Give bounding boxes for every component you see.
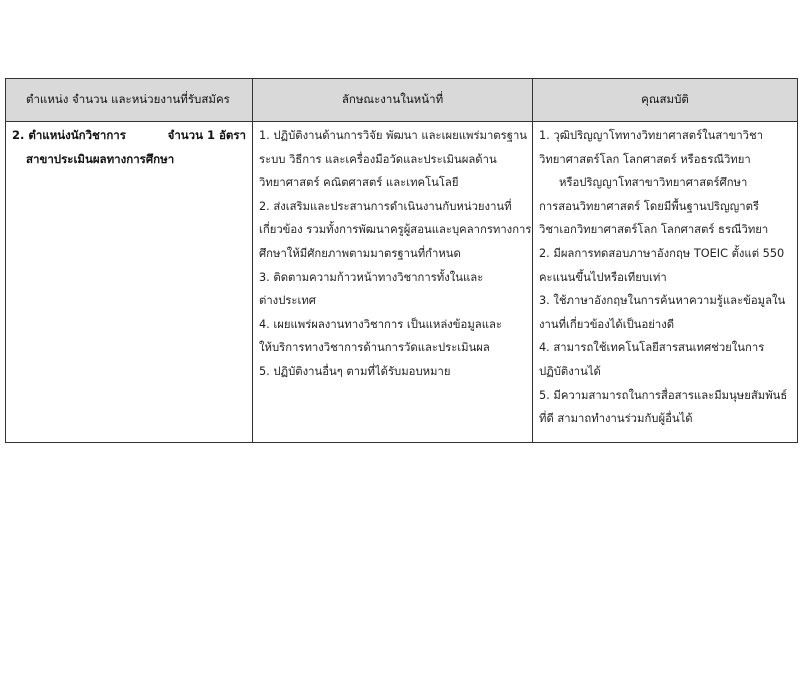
position-count: จำนวน 1 อัตรา xyxy=(167,128,246,142)
qualification-line: หรือปริญญาโทสาขาวิทยาศาสตร์ศึกษา xyxy=(559,176,748,190)
qualification-line: ปฏิบัติงานได้ xyxy=(539,364,601,378)
duty-line: วิทยาศาสตร์ คณิตศาสตร์ และเทคโนโลยี xyxy=(259,176,459,190)
position-title: 2. ตำแหน่งนักวิชาการ xyxy=(12,128,126,142)
qualification-line: การสอนวิทยาศาสตร์ โดยมีพื้นฐานปริญญาตรี xyxy=(539,199,759,213)
qualification-line: วิทยาศาสตร์โลก โลกศาสตร์ หรือธรณีวิทยา xyxy=(539,152,751,166)
duty-line: ระบบ วิธีการ และเครื่องมือวัดและประเมินผลด้าน xyxy=(259,152,497,166)
header-duties: ลักษณะงานในหน้าที่ xyxy=(253,79,533,122)
duty-line: ให้บริการทางวิชาการด้านการวัดและประเมินผล xyxy=(259,341,490,355)
header-qualifications: คุณสมบัติ xyxy=(533,79,798,122)
qualification-line: 3. ใช้ภาษาอังกฤษในการค้นหาความรู้และข้อมูลใน xyxy=(539,294,786,308)
qualifications-cell xyxy=(533,122,798,443)
table-row xyxy=(6,122,798,443)
duty-line: 4. เผยแพร่ผลงานทางวิชาการ เป็นแหล่งข้อมูลและ xyxy=(259,317,502,331)
qualification-line: 2. มีผลการทดสอบภาษาอังกฤษ TOEIC ตั้งแต่ 550 xyxy=(539,246,785,260)
header-position: ตำแหน่ง จำนวน และหน่วยงานที่รับสมัคร xyxy=(6,79,253,122)
position-cell xyxy=(6,122,253,443)
qualification-line: 4. สามารถใช้เทคโนโลยีสารสนเทศช่วยในการ xyxy=(539,341,765,355)
qualification-line: งานที่เกี่ยวข้องได้เป็นอย่างดี xyxy=(539,317,675,331)
duty-line: 5. ปฏิบัติงานอื่นๆ ตามที่ได้รับมอบหมาย xyxy=(259,364,451,378)
duty-line: 3. ติดตามความก้าวหน้าทางวิชาการทั้งในและ xyxy=(259,270,484,284)
duty-line: ต่างประเทศ xyxy=(259,294,316,308)
position-unit: สาขาประเมินผลทางการศึกษา xyxy=(26,151,175,166)
qualification-line: ที่ดี สามาถทำงานร่วมกับผู้อื่นได้ xyxy=(539,412,693,426)
qualification-line: 1. วุฒิปริญญาโททางวิทยาศาสตร์ในสาขาวิชา xyxy=(539,129,764,142)
duty-line: 2. ส่งเสริมและประสานการดำเนินงานกับหน่วยงานที่ xyxy=(259,199,512,213)
duties-cell xyxy=(253,122,533,443)
qualification-line: คะแนนขึ้นไปหรือเทียบเท่า xyxy=(539,270,667,284)
duty-line: 1. ปฏิบัติงานด้านการวิจัย พัฒนา และเผยแพร่มาตรฐาน xyxy=(259,129,528,142)
duty-line: ศึกษาให้มีศักยภาพตามมาตรฐานที่กำหนด xyxy=(259,246,461,260)
qualification-line: วิชาเอกวิทยาศาสตร์โลก โลกศาสตร์ ธรณีวิทยา xyxy=(539,223,769,237)
qualification-line: 5. มีความสามารถในการสื่อสารและมีมนุษยสัมพันธ์ xyxy=(539,388,788,402)
duty-line: เกี่ยวข้อง รวมทั้งการพัฒนาครูผู้สอนและบุคลากรทางการ xyxy=(259,223,532,237)
job-table xyxy=(5,78,798,443)
table-header-row xyxy=(6,79,798,122)
